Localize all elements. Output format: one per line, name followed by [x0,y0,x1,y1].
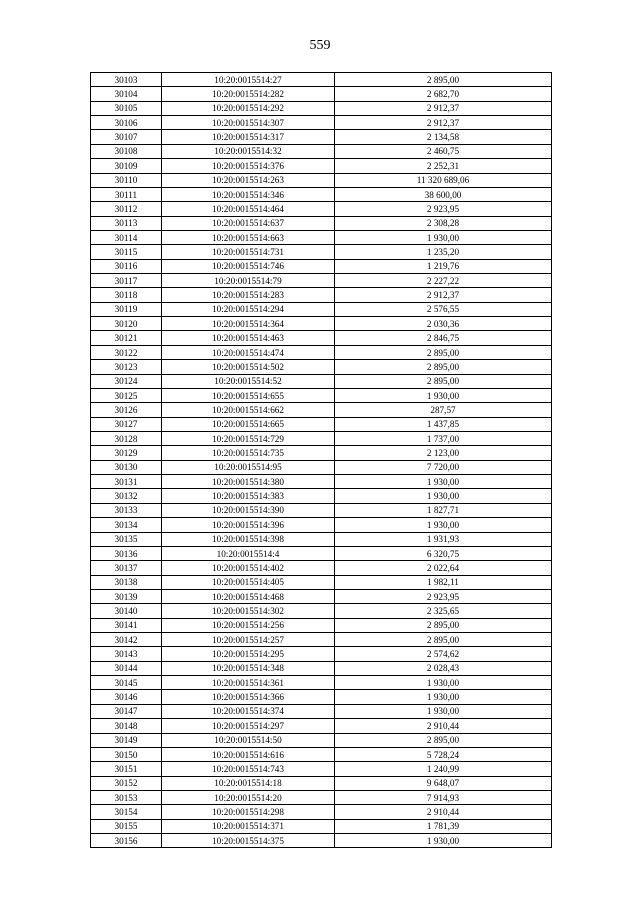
row-number-cell: 30113 [91,216,162,230]
table-row [91,733,552,747]
table-row [91,331,552,345]
table-row [91,288,552,302]
cadastral-number-cell: 10:20:0015514:663 [162,230,335,244]
value-cell: 1 737,00 [335,431,552,445]
value-cell: 2 923,95 [335,589,552,603]
row-number-cell: 30150 [91,747,162,761]
cadastral-number-cell: 10:20:0015514:729 [162,431,335,445]
row-number-cell: 30130 [91,460,162,474]
row-number-cell: 30136 [91,546,162,560]
cadastral-number-cell: 10:20:0015514:405 [162,575,335,589]
table-row [91,561,552,575]
row-number-cell: 30112 [91,202,162,216]
table-row [91,475,552,489]
row-number-cell: 30131 [91,475,162,489]
value-cell: 1 240,99 [335,762,552,776]
table-row [91,446,552,460]
cadastral-number-cell: 10:20:0015514:616 [162,747,335,761]
page-number: 559 [309,38,331,53]
value-cell: 6 320,75 [335,546,552,560]
cadastral-number-cell: 10:20:0015514:257 [162,633,335,647]
cadastral-number-cell: 10:20:0015514:731 [162,245,335,259]
table-row [91,604,552,618]
value-cell: 1 930,00 [335,388,552,402]
table-row [91,274,552,288]
row-number-cell: 30132 [91,489,162,503]
row-number-cell: 30127 [91,417,162,431]
cadastral-number-cell: 10:20:0015514:502 [162,360,335,374]
value-cell: 1 219,76 [335,259,552,273]
value-cell: 1 930,00 [335,518,552,532]
table-row [91,790,552,804]
row-number-cell: 30122 [91,345,162,359]
cadastral-number-cell: 10:20:0015514:371 [162,819,335,833]
row-number-cell: 30147 [91,704,162,718]
table-row [91,173,552,187]
table-row [91,144,552,158]
table-row [91,704,552,718]
row-number-cell: 30144 [91,661,162,675]
table-row [91,216,552,230]
table-row [91,575,552,589]
row-number-cell: 30129 [91,446,162,460]
cadastral-number-cell: 10:20:0015514:655 [162,388,335,402]
cadastral-number-cell: 10:20:0015514:282 [162,87,335,101]
cadastral-number-cell: 10:20:0015514:256 [162,618,335,632]
cadastral-number-cell: 10:20:0015514:366 [162,690,335,704]
row-number-cell: 30146 [91,690,162,704]
value-cell: 2 912,37 [335,288,552,302]
value-cell: 1 982,11 [335,575,552,589]
row-number-cell: 30145 [91,676,162,690]
cadastral-number-cell: 10:20:0015514:346 [162,187,335,201]
cadastral-number-cell: 10:20:0015514:735 [162,446,335,460]
value-cell: 1 930,00 [335,475,552,489]
table-row [91,776,552,790]
cadastral-number-cell: 10:20:0015514:52 [162,374,335,388]
row-number-cell: 30156 [91,834,162,848]
value-cell: 7 914,93 [335,790,552,804]
table-row [91,518,552,532]
row-number-cell: 30138 [91,575,162,589]
cadastral-number-cell: 10:20:0015514:402 [162,561,335,575]
value-cell: 1 235,20 [335,245,552,259]
table-row [91,302,552,316]
value-cell: 2 028,43 [335,661,552,675]
cadastral-number-cell: 10:20:0015514:297 [162,719,335,733]
cadastral-number-cell: 10:20:0015514:398 [162,532,335,546]
table-row [91,388,552,402]
row-number-cell: 30105 [91,101,162,115]
cadastral-number-cell: 10:20:0015514:376 [162,159,335,173]
row-number-cell: 30125 [91,388,162,402]
cadastral-number-cell: 10:20:0015514:18 [162,776,335,790]
value-cell: 2 895,00 [335,73,552,87]
table-row [91,245,552,259]
value-cell: 5 728,24 [335,747,552,761]
table-row [91,532,552,546]
value-cell: 2 912,37 [335,116,552,130]
table-row [91,87,552,101]
table-row [91,460,552,474]
cadastral-number-cell: 10:20:0015514:364 [162,317,335,331]
row-number-cell: 30114 [91,230,162,244]
row-number-cell: 30139 [91,589,162,603]
row-number-cell: 30110 [91,173,162,187]
cadastral-number-cell: 10:20:0015514:380 [162,475,335,489]
value-cell: 2 910,44 [335,805,552,819]
value-cell: 2 895,00 [335,360,552,374]
cadastral-number-cell: 10:20:0015514:20 [162,790,335,804]
value-cell: 1 437,85 [335,417,552,431]
cadastral-number-cell: 10:20:0015514:468 [162,589,335,603]
row-number-cell: 30116 [91,259,162,273]
row-number-cell: 30120 [91,317,162,331]
row-number-cell: 30142 [91,633,162,647]
table-row [91,230,552,244]
cadastral-number-cell: 10:20:0015514:263 [162,173,335,187]
cadastral-number-cell: 10:20:0015514:375 [162,834,335,848]
value-cell: 1 781,39 [335,819,552,833]
cadastral-number-cell: 10:20:0015514:4 [162,546,335,560]
cadastral-number-cell: 10:20:0015514:464 [162,202,335,216]
value-cell: 2 227,22 [335,274,552,288]
value-cell: 2 895,00 [335,374,552,388]
cadastral-number-cell: 10:20:0015514:383 [162,489,335,503]
value-cell: 1 827,71 [335,503,552,517]
value-cell: 2 912,37 [335,101,552,115]
table-row [91,503,552,517]
row-number-cell: 30118 [91,288,162,302]
row-number-cell: 30103 [91,73,162,87]
table-row [91,417,552,431]
cadastral-number-cell: 10:20:0015514:317 [162,130,335,144]
value-cell: 287,57 [335,403,552,417]
cadastral-number-cell: 10:20:0015514:307 [162,116,335,130]
data-table [90,72,552,848]
row-number-cell: 30149 [91,733,162,747]
cadastral-number-cell: 10:20:0015514:665 [162,417,335,431]
cadastral-number-cell: 10:20:0015514:374 [162,704,335,718]
row-number-cell: 30121 [91,331,162,345]
row-number-cell: 30109 [91,159,162,173]
table-row [91,690,552,704]
table-row [91,633,552,647]
value-cell: 1 930,00 [335,834,552,848]
table-row [91,159,552,173]
row-number-cell: 30134 [91,518,162,532]
table-row [91,101,552,115]
row-number-cell: 30117 [91,274,162,288]
table-row [91,360,552,374]
table-row [91,819,552,833]
row-number-cell: 30124 [91,374,162,388]
row-number-cell: 30137 [91,561,162,575]
cadastral-number-cell: 10:20:0015514:79 [162,274,335,288]
cadastral-number-cell: 10:20:0015514:746 [162,259,335,273]
cadastral-number-cell: 10:20:0015514:348 [162,661,335,675]
value-cell: 2 325,65 [335,604,552,618]
table-row [91,374,552,388]
cadastral-number-cell: 10:20:0015514:637 [162,216,335,230]
row-number-cell: 30141 [91,618,162,632]
value-cell: 2 576,55 [335,302,552,316]
row-number-cell: 30133 [91,503,162,517]
cadastral-number-cell: 10:20:0015514:50 [162,733,335,747]
table-row [91,747,552,761]
value-cell: 2 022,64 [335,561,552,575]
value-cell: 1 930,00 [335,489,552,503]
table-row [91,647,552,661]
value-cell: 1 930,00 [335,690,552,704]
row-number-cell: 30151 [91,762,162,776]
value-cell: 2 895,00 [335,345,552,359]
cadastral-number-cell: 10:20:0015514:298 [162,805,335,819]
row-number-cell: 30128 [91,431,162,445]
row-number-cell: 30119 [91,302,162,316]
cadastral-number-cell: 10:20:0015514:743 [162,762,335,776]
value-cell: 2 682,70 [335,87,552,101]
value-cell: 7 720,00 [335,460,552,474]
value-cell: 38 600,00 [335,187,552,201]
table-row [91,73,552,87]
table-row [91,403,552,417]
row-number-cell: 30123 [91,360,162,374]
table-row [91,116,552,130]
row-number-cell: 30106 [91,116,162,130]
table-row [91,489,552,503]
value-cell: 2 895,00 [335,618,552,632]
table-row [91,719,552,733]
table-row [91,187,552,201]
value-cell: 2 308,28 [335,216,552,230]
row-number-cell: 30107 [91,130,162,144]
table-row [91,834,552,848]
row-number-cell: 30104 [91,87,162,101]
value-cell: 2 574,62 [335,647,552,661]
value-cell: 2 895,00 [335,633,552,647]
value-cell: 2 030,36 [335,317,552,331]
cadastral-number-cell: 10:20:0015514:396 [162,518,335,532]
cadastral-number-cell: 10:20:0015514:292 [162,101,335,115]
value-cell: 11 320 689,06 [335,173,552,187]
row-number-cell: 30115 [91,245,162,259]
cadastral-number-cell: 10:20:0015514:295 [162,647,335,661]
cadastral-number-cell: 10:20:0015514:662 [162,403,335,417]
cadastral-number-cell: 10:20:0015514:463 [162,331,335,345]
cadastral-number-cell: 10:20:0015514:27 [162,73,335,87]
row-number-cell: 30154 [91,805,162,819]
row-number-cell: 30148 [91,719,162,733]
table-row [91,676,552,690]
value-cell: 1 930,00 [335,676,552,690]
cadastral-number-cell: 10:20:0015514:283 [162,288,335,302]
table-row [91,259,552,273]
value-cell: 1 931,93 [335,532,552,546]
row-number-cell: 30153 [91,790,162,804]
cadastral-number-cell: 10:20:0015514:32 [162,144,335,158]
table-row [91,589,552,603]
row-number-cell: 30155 [91,819,162,833]
row-number-cell: 30140 [91,604,162,618]
table-row [91,546,552,560]
row-number-cell: 30126 [91,403,162,417]
row-number-cell: 30135 [91,532,162,546]
cadastral-number-cell: 10:20:0015514:95 [162,460,335,474]
table-row [91,431,552,445]
table-row [91,762,552,776]
value-cell: 2 895,00 [335,733,552,747]
table-row [91,202,552,216]
row-number-cell: 30111 [91,187,162,201]
table-row [91,805,552,819]
cadastral-number-cell: 10:20:0015514:361 [162,676,335,690]
cadastral-number-cell: 10:20:0015514:390 [162,503,335,517]
value-cell: 1 930,00 [335,704,552,718]
table-row [91,130,552,144]
table-row [91,345,552,359]
table-body [91,73,552,848]
row-number-cell: 30152 [91,776,162,790]
table-row [91,661,552,675]
cadastral-number-cell: 10:20:0015514:474 [162,345,335,359]
value-cell: 2 846,75 [335,331,552,345]
cadastral-number-cell: 10:20:0015514:294 [162,302,335,316]
table-row [91,618,552,632]
value-cell: 2 252,31 [335,159,552,173]
value-cell: 1 930,00 [335,230,552,244]
value-cell: 2 134,58 [335,130,552,144]
row-number-cell: 30143 [91,647,162,661]
value-cell: 2 923,95 [335,202,552,216]
table-row [91,317,552,331]
row-number-cell: 30108 [91,144,162,158]
value-cell: 2 910,44 [335,719,552,733]
value-cell: 2 123,00 [335,446,552,460]
value-cell: 2 460,75 [335,144,552,158]
cadastral-number-cell: 10:20:0015514:302 [162,604,335,618]
value-cell: 9 648,07 [335,776,552,790]
